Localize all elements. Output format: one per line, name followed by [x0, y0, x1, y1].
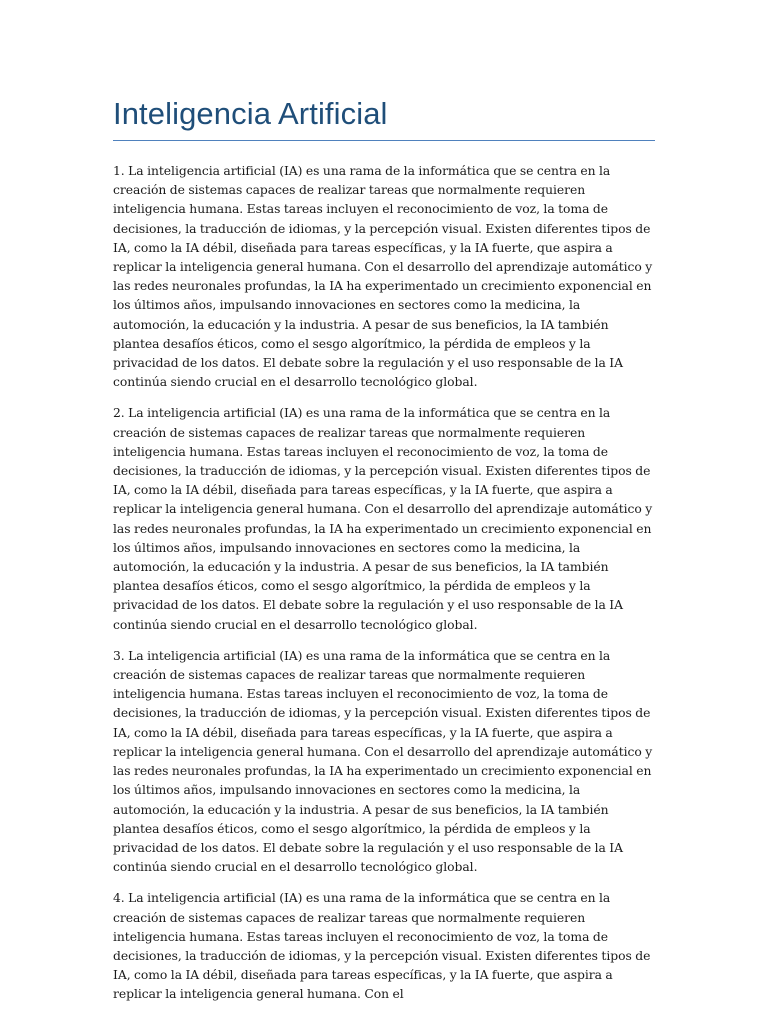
document-title: Inteligencia Artificial: [113, 96, 388, 131]
document-page: [113, 95, 655, 1017]
title-underline-divider: [113, 140, 655, 141]
paragraph-3: 3. La inteligencia artificial (IA) es una rama de la informática que se centra en la creación de sistemas capaces de realizar tareas que normalmente requieren inteligencia humana. Estas tareas incluyen el reconocimiento de voz, la toma de decisiones, la traducción de idiomas, y la percepción visual. Existen diferentes tipos de IA, como la IA débil, diseñada para tareas específicas, y la IA fuerte, que aspira a replicar la inteligencia general humana. Con el desarrollo del aprendizaje automático y las redes neuronales profundas, la IA ha experimentado un crecimiento exponencial en los últimos años, impulsando innovaciones en sectores como la medicina, la automoción, la educación y la industria. A pesar de sus beneficios, la IA también plantea desafíos éticos, como el sesgo algorítmico, la pérdida de empleos y la privacidad de los datos. El debate sobre la regulación y el uso responsable de la IA continúa siendo crucial en el desarrollo tecnológico global.: [113, 648, 653, 875]
paragraph-4: 4. La inteligencia artificial (IA) es una rama de la informática que se centra en la creación de sistemas capaces de realizar tareas que normalmente requieren inteligencia humana. Estas tareas incluyen el reconocimiento de voz, la toma de decisiones, la traducción de idiomas, y la percepción visual. Existen diferentes tipos de IA, como la IA débil, diseñada para tareas específicas, y la IA fuerte, que aspira a replicar la inteligencia general humana. Con el: [113, 891, 651, 1002]
paragraph-1: 1. La inteligencia artificial (IA) es una rama de la informática que se centra en la creación de sistemas capaces de realizar tareas que normalmente requieren inteligencia humana. Estas tareas incluyen el reconocimiento de voz, la toma de decisiones, la traducción de idiomas, y la percepción visual. Existen diferentes tipos de IA, como la IA débil, diseñada para tareas específicas, y la IA fuerte, que aspira a replicar la inteligencia general humana. Con el desarrollo del aprendizaje automático y las redes neuronales profundas, la IA ha experimentado un crecimiento exponencial en los últimos años, impulsando innovaciones en sectores como la medicina, la automoción, la educación y la industria. A pesar de sus beneficios, la IA también plantea desafíos éticos, como el sesgo algorítmico, la pérdida de empleos y la privacidad de los datos. El debate sobre la regulación y el uso responsable de la IA continúa siendo crucial en el desarrollo tecnológico global.: [113, 164, 653, 390]
paragraph-2: 2. La inteligencia artificial (IA) es una rama de la informática que se centra en la creación de sistemas capaces de realizar tareas que normalmente requieren inteligencia humana. Estas tareas incluyen el reconocimiento de voz, la toma de decisiones, la traducción de idiomas, y la percepción visual. Existen diferentes tipos de IA, como la IA débil, diseñada para tareas específicas, y la IA fuerte, que aspira a replicar la inteligencia general humana. Con el desarrollo del aprendizaje automático y las redes neuronales profundas, la IA ha experimentado un crecimiento exponencial en los últimos años, impulsando innovaciones en sectores como la medicina, la automoción, la educación y la industria. A pesar de sus beneficios, la IA también plantea desafíos éticos, como el sesgo algorítmico, la pérdida de empleos y la privacidad de los datos. El debate sobre la regulación y el uso responsable de la IA continúa siendo crucial en el desarrollo tecnológico global.: [113, 406, 653, 632]
